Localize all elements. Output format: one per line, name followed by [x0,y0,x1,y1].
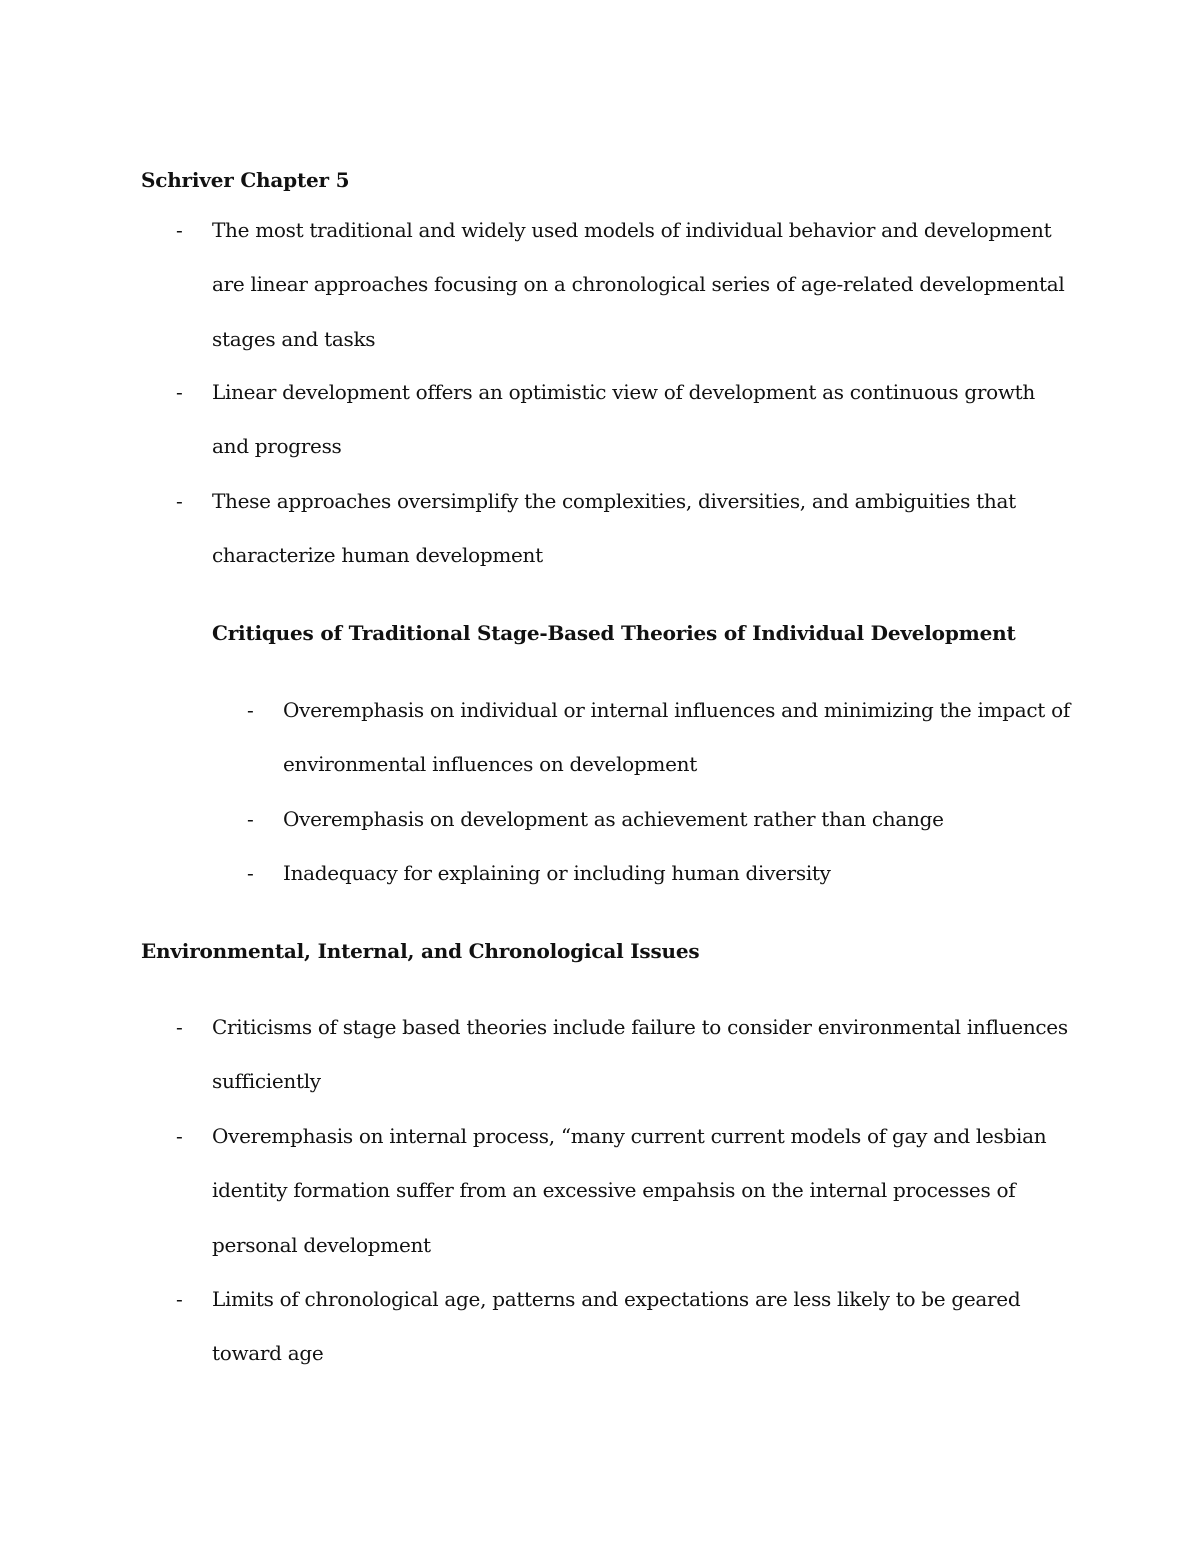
list-item-text: Inadequacy for explaining or including human diversity [283,861,831,885]
bullet-dash: - [176,1124,183,1148]
list-item [176,1000,1074,1109]
bullet-dash: - [176,1015,183,1039]
list-item-text: Overemphasis on internal process, “many current current models of gay and lesbian identity formation suffer from an excessive empahsis on the internal processes of personal development [212,1124,1047,1257]
document-title: Schriver Chapter 5 [141,168,350,192]
list-item-text: The most traditional and widely used models of individual behavior and development are linear approaches focusing on a chronological series of age-related developmental stages and tasks [212,218,1065,351]
list-item [176,474,1074,583]
bullet-dash: - [247,861,254,885]
bullet-dash: - [176,1287,183,1311]
list-item-text: Linear development offers an optimistic view of development as continuous growth and progress [212,380,1035,459]
list-item [247,792,1073,846]
list-item-text: Criticisms of stage based theories include failure to consider environmental influences sufficiently [212,1015,1068,1094]
list-item-text: Overemphasis on development as achievement rather than change [283,807,944,831]
section-heading-issues: Environmental, Internal, and Chronological Issues [141,939,700,963]
bullet-dash: - [247,807,254,831]
bullet-dash: - [176,380,183,404]
list-item [176,203,1074,366]
list-item-text: Limits of chronological age, patterns and expectations are less likely to be geared toward age [212,1287,1021,1366]
section-heading-critiques: Critiques of Traditional Stage-Based Theories of Individual Development [212,621,1016,645]
list-item [247,846,1073,900]
bullet-dash: - [247,698,254,722]
list-item-text: Overemphasis on individual or internal influences and minimizing the impact of environmental influences on development [283,698,1070,777]
list-item [247,683,1073,792]
bullet-dash: - [176,489,183,513]
bullet-dash: - [176,218,183,242]
list-item [176,365,1074,474]
list-item [176,1272,1074,1381]
list-item-text: These approaches oversimplify the complexities, diversities, and ambiguities that characterize human development [212,489,1016,568]
list-item [176,1109,1074,1272]
